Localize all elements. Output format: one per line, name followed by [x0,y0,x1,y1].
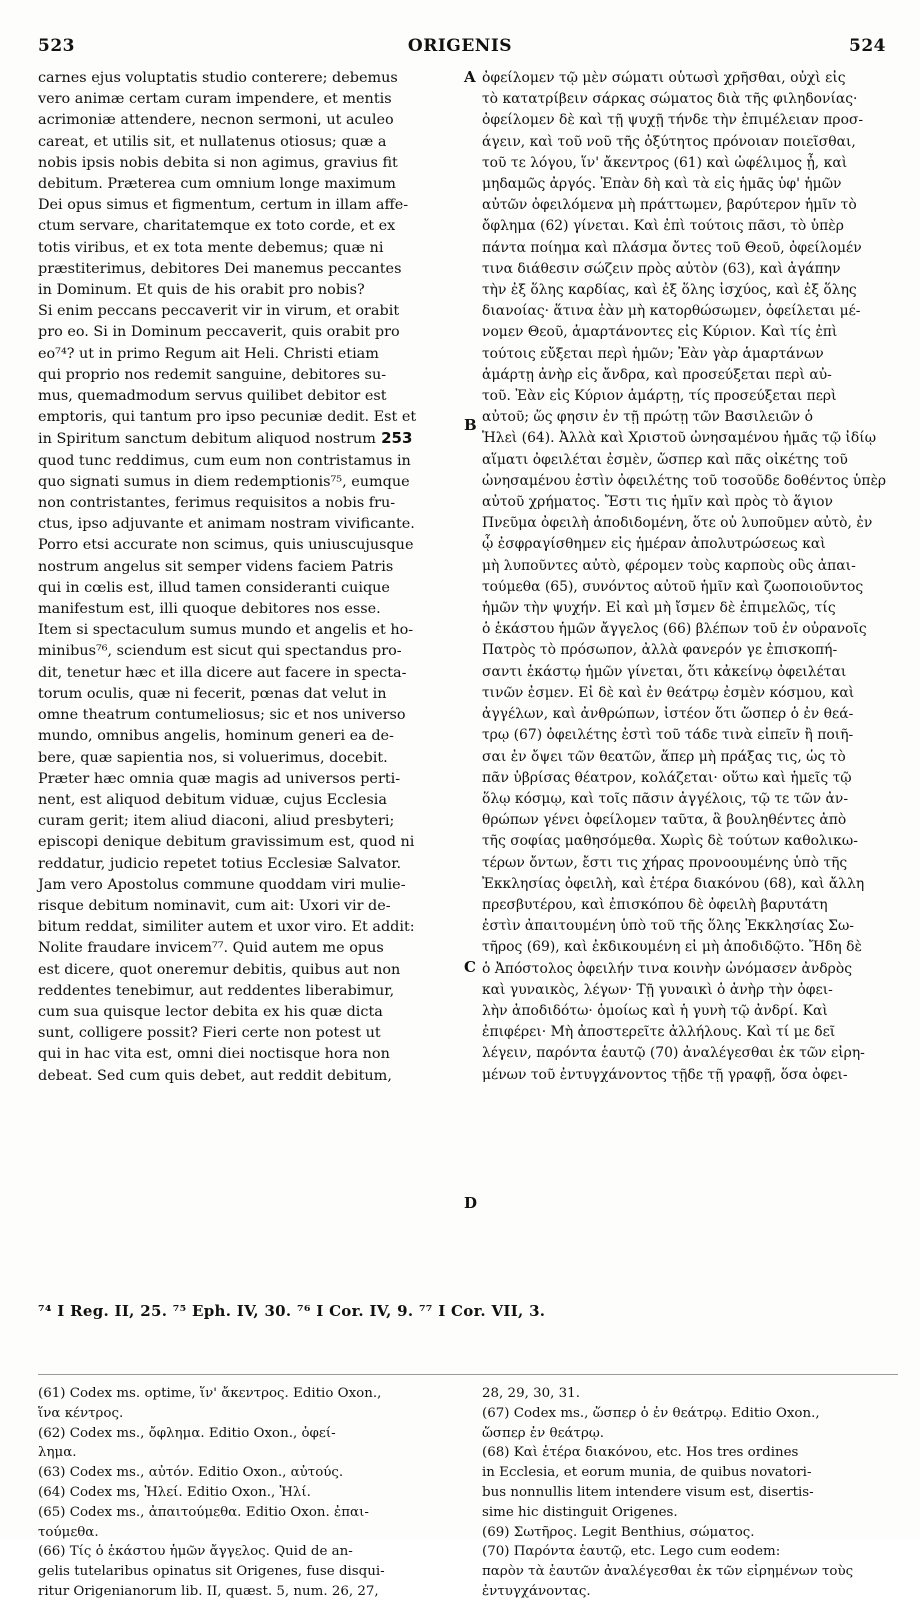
footnote-rule [38,1374,898,1375]
left-page-number: 523 [38,36,75,56]
latin-text-line: præstiterimus, debitores Dei manemus peccantes [38,260,402,277]
greek-text-line: τέρων ὄντων, ἔστι τις χήρας προνοουμένης ὑπὸ τῆς [482,854,848,871]
footnote-line: (65) Codex ms., ἀπαιτούμεθα. Editio Oxon. ἐπαι- [38,1504,369,1520]
greek-text-line: ἀγγέλων, καὶ ἀνθρώπων, ἰστέον ὅτι ὥσπερ ὁ ἐν θεά- [482,706,854,723]
latin-text-line: Si enim peccans peccaverit vir in virum, et orabit [38,303,400,320]
greek-text-line: λέγειν, παρόντα ἑαυτῷ (70) ἀναλέγεσθαι ἐκ τῶν εἰρη- [482,1045,865,1062]
latin-text-line: Præter hæc omnia quæ magis ad universos perti- [38,770,401,787]
latin-text-line: risque debitum nominavit, cum ait: Uxori vir de- [38,897,391,914]
latin-text-line: Jam vero Apostolus commune quoddam viri mulie- [38,876,406,893]
greek-text-line: λὴν ἀποδιδότω· ὁμοίως καὶ ἡ γυνὴ τῷ ἀνδρί. Καὶ [482,1002,828,1019]
latin-text-line: non contristantes, ferimus requisitos a nobis fru- [38,495,396,512]
footnotes-right [482,1384,896,1602]
greek-text-line: Πνεῦμα ὀφειλὴ ἀποδιδομένη, ὅτε οὐ λυποῦμεν αὐτὸ, ἐν [482,515,873,532]
latin-text-line: totis viribus, et ex tota mente debemus; quæ ni [38,239,384,256]
greek-text-line: σαι ἐν ὄψει τῶν θεατῶν, ἅπερ μὴ πράξας τις, ὡς τὸ [482,748,846,765]
running-title: ORIGENIS [407,36,513,56]
footnote-line: (62) Codex ms., ὄφλημα. Editio Oxon., ὀφεί- [38,1425,336,1441]
footnote-line: bus nonnullis litem intendere visum est, disertis- [482,1484,814,1500]
footnote-line: gelis tutelaribus opinatus sit Origenes, fuse disqui- [38,1564,385,1580]
latin-text-line: acrimoniæ attendere, necnon sermoni, ut aculeo [38,112,394,129]
latin-text-line: bitum reddat, similiter autem et uxor viro. Et addit: [38,919,415,936]
footnote-line: sime hic distinguit Origenes. [482,1504,678,1520]
latin-text-line: vero animæ certam curam impendere, et mentis [38,91,392,108]
greek-text-line: ἐστὶν ἀπαιτουμένη ὑπὸ τοῦ τῆς ὅλης Ἐκκλησίας Σω- [482,918,854,935]
footnotes-left [38,1384,468,1602]
greek-text-line: αὐτῶν ὀφειλόμενα μὴ πράττωμεν, βαρύτερον ἡμῖν τὸ [482,197,857,214]
footnote-line: ritur Origenianorum lib. II, quæst. 5, num. 26, 27, [38,1583,379,1599]
latin-text-line: bere, quæ sapientia nos, si voluerimus, docebit. [38,749,388,766]
greek-text-line: τινα διάθεσιν σώζειν πρὸς αὐτὸν (63), καὶ ἀγάπην [482,260,841,277]
latin-text-line: reddentes tenebimur, aut reddentes liberabimur, [38,982,395,999]
greek-text-line: ὠνησαμένου ἐστὶν ὀφειλέτης τοῦ τοσοῦδε δοθέντος ὑπὲρ [482,472,887,489]
greek-text-line: αἵματι ὀφειλέται ἐσμὲν, ὥσπερ καὶ πᾶς οἰκέτης τοῦ [482,451,848,468]
latin-text-line: nostrum angelus sit semper videns faciem Patris [38,558,394,575]
footnote-line: (68) Καὶ ἑτέρα διακόνου, etc. Hos tres ordines [482,1445,799,1461]
greek-text-line: τρῳ (67) ὀφειλέτης ἐστὶ τοῦ τάδε τινὰ εἰπεῖν ἢ ποιῆ- [482,727,854,744]
latin-text-line: pro eo. Si in Dominum peccaverit, quis orabit pro [38,324,400,341]
latin-text-line: Item si spectaculum sumus mundo et angelis et ho- [38,622,414,639]
greek-text-line: διανοίας· ἅτινα ἐὰν μὴ κατορθώσωμεν, ὀφείλεται μέ- [482,303,861,320]
greek-text-line: τούμεθα (65), συνόντος αὐτοῦ ἡμῖν καὶ ζωοποιοῦντος [482,578,864,595]
greek-text-line: ὄφλημα (62) γίνεται. Καὶ ἐπὶ τούτοις πᾶσι, τὸ ὑπὲρ [482,218,844,235]
greek-text-line: πρεσβυτέρου, καὶ ἐπισκόπου δὲ ὀφειλὴ βαρυτάτη [482,896,828,913]
latin-text-line: in Dominum. Et quis de his orabit pro nobis? [38,282,365,299]
latin-text-line: sunt, colligere possit? Fieri certe non potest ut [38,1025,381,1042]
greek-text-line: ἁμάρτῃ ἀνὴρ εἰς ἄνδρα, καὶ προσεύξεται περὶ αὐ- [482,366,832,383]
footnote-line: τούμεθα. [38,1524,99,1540]
greek-text-line: ἐπιφέρει· Μὴ ἀποστερεῖτε ἀλλήλους. Καὶ τί με δεῖ [482,1024,836,1041]
greek-text-line: τινῶν ἐσμεν. Εἰ δὲ καὶ ἐν θεάτρῳ ἐσμὲν κόσμου, καὶ [482,684,855,701]
footnote-line: ἐντυγχάνοντας. [482,1583,591,1599]
latin-text-line: eo⁷⁴? ut in primo Regum ait Heli. Christi etiam [38,345,379,362]
greek-text-line: σαντι ἑκάστῳ ἡμῶν γίνεται, ὅτι κἀκείνῳ ὀφειλέται [482,663,847,680]
footnote-line: (66) Τίς ὁ ἑκάστου ἡμῶν ἄγγελος. Quid de an- [38,1544,353,1560]
footnote-line: παρὸν τὰ ἑαυτῶν ἀναλέγεσθαι ἐκ τῶν εἰρημένων τοὺς [482,1564,854,1580]
section-marker-d: D [464,1194,478,1212]
greek-text-line: μένων τοῦ ἐντυγχάνοντος τῇδε τῇ γραφῇ, ὅσα ὀφει- [482,1066,848,1083]
greek-text-line: ᾧ ἐσφραγίσθημεν εἰς ἡμέραν ἀπολυτρώσεως καὶ [482,536,826,553]
greek-text-line: ὀφείλομεν δὲ καὶ τῇ ψυχῇ τήνδε τὴν ἐπιμέλειαν προσ- [482,112,864,129]
greek-text-line: πᾶν ὑβρίσας θέατρον, κολάζεται· οὕτω καὶ ἡμεῖς τῷ [482,769,852,786]
latin-text-line: nobis ipsis nobis debita si non agimus, gravius fit [38,154,398,171]
greek-text-line: μηδαμῶς ἀργός. Ἐπὰν δὴ καὶ τὰ εἰς ἡμᾶς ὑφ' ἡμῶν [482,176,842,193]
footnote-line: ὥσπερ ἐν θεάτρῳ. [482,1425,605,1441]
footnote-line: in Ecclesia, et eorum munia, de quibus novatori- [482,1465,812,1481]
latin-text-line: ctus, ipso adjuvante et animam nostram vivificante. [38,516,415,533]
greek-text-line: τὴν ἐξ ὅλης καρδίας, καὶ ἐξ ὅλης ἰσχύος, καὶ ἐξ ὅλης [482,282,857,299]
section-marker-c: C [464,958,476,976]
latin-text-line: curam gerit; item aliud diaconi, aliud presbyteri; [38,813,395,830]
latin-text-line: qui in hac vita est, omni diei noctisque hora non [38,1046,390,1063]
footnote-line: λημα. [38,1445,77,1461]
greek-text-line: ὅλῳ κόσμῳ, καὶ τοῖς πᾶσιν ἀγγέλοις, τῷ τε τῶν ἀν- [482,790,849,807]
latin-text-line: reddatur, judicio repetet totius Ecclesiæ Salvator. [38,855,402,872]
greek-text-line: ὀφείλομεν τῷ μὲν σώματι οὑτωσὶ χρῆσθαι, οὐχὶ εἰς [482,70,846,86]
latin-text-line: mundo, omnibus angelis, hominum generi ea de- [38,728,394,745]
right-page-number: 524 [849,36,886,56]
latin-text-line: qui in cœlis est, illud tamen consideranti cuique [38,579,390,596]
latin-text-line: Nolite fraudare invicem⁷⁷. Quid autem me opus [38,940,384,957]
greek-text-line: άγειν, καὶ τοῦ νοῦ τῆς ὀξύτητος πρόνοιαν ποιεῖσθαι, [482,133,856,150]
greek-text-line: πάντα ποίημα καὶ πλάσμα ὄντες τοῦ Θεοῦ, ὀφείλομέν [482,239,862,256]
footnote-line: (67) Codex ms., ὥσπερ ὁ ἐν θεάτρῳ. Editio Oxon., [482,1405,820,1421]
greek-text-line: ὁ ἑκάστου ἡμῶν ἄγγελος (66) βλέπων τοῦ ἐν οὐρανοῖς [482,621,867,638]
greek-text-line: θρώπων γένει ὀφείλομεν ταῦτα, ἃ βουληθέντες ἀπὸ [482,812,847,829]
greek-text-line: ἡμῶν τὴν ψυχήν. Εἰ καὶ μὴ ἴσμεν δὲ ἐπιμελῶς, τίς [482,600,836,617]
latin-text-line: debeat. Sed cum quis debet, aut reddit debitum, [38,1067,392,1084]
footnote-line: (61) Codex ms. optime, ἵν' ἄκεντρος. Editio Oxon., [38,1386,382,1401]
latin-text-line: mus, quemadmodum servus quilibet debitor est [38,388,387,405]
latin-text-line: ctum servare, charitatemque ex toto corde, et ex [38,218,396,235]
latin-text-line: careat, et utilis sit, et nullatenus otiosus; quæ a [38,133,387,150]
latin-text-line: torum oculis, quæ ni fecerit, pœnas dat velut in [38,685,387,702]
greek-text-line: Ἐκκλησίας ὀφειλὴ, καὶ ἑτέρα διακόνου (68), καὶ ἄλλη [482,875,865,892]
section-marker-b: B [464,416,477,434]
footnote-line: (63) Codex ms., αὐτόν. Editio Oxon., αὐτούς. [38,1465,344,1481]
greek-text-line: τῆς σοφίας μαθησόμεθα. Χωρὶς δὲ τούτων καθολικω- [482,833,858,850]
greek-column [482,68,896,1086]
latin-text-line: dit, tenetur hæc et illa dicere aut facere in specta- [38,664,407,681]
latin-text-line: emptoris, qui tantum pro ipso pecuniæ dedit. Est et [38,409,417,426]
greek-text-line: τοῦ τε λόγου, ἵν' ἄκεντρος (61) καὶ ὠφέλιμος ᾖ, καὶ [482,154,848,171]
greek-text-line: ὁ Ἀπόστολος ὀφειλήν τινα κοινὴν ὠνόμασεν ἀνδρὸς [482,960,852,977]
latin-text-line: cum sua quisque lector debita ex his quæ dicta [38,1003,383,1020]
latin-text-line: est dicere, quot oneremur debitis, quibus aut non [38,961,401,978]
greek-text-line: νομεν Θεοῦ, ἁμαρτάνοντες εἰς Κύριον. Καὶ τίς ἐπὶ [482,324,838,341]
column-number: 253 [375,429,413,448]
footnote-line: (69) Σωτῆρος. Legit Benthius, σώματος. [482,1524,755,1540]
latin-text-line: debitum. Præterea cum omnium longe maximum [38,176,396,193]
latin-text-line: quo signati sumus in diem redemptionis⁷⁵, eumque [38,473,410,490]
section-marker-a: A [464,68,476,86]
greek-text-line: καὶ γυναικὸς, λέγων· Τῇ γυναικὶ ὁ ἀνὴρ τὴν ὀφει- [482,981,833,998]
greek-text-line: τῆρος (69), καὶ ἐκδικουμένη εἰ μὴ ἀποδιδῷτο. Ἤδη δὲ [482,939,862,956]
latin-text-line: Dei opus simus et figmentum, certum in illam affe- [38,197,409,214]
latin-text-line: omne theatrum contumeliosus; sic et nos universo [38,707,406,724]
latin-text-line: Porro etsi accurate non scimus, quis uniuscujusque [38,537,414,554]
greek-text-line: μὴ λυποῦντες αὐτὸ, φέρομεν τοὺς καρποὺς οὓς ἀπαι- [482,557,856,574]
greek-text-line: τὸ κατατρίβειν σάρκας σώματος διὰ τῆς φιληδονίας· [482,91,858,108]
footnote-line: (70) Παρόντα ἑαυτῷ, etc. Lego cum eodem: [482,1544,781,1560]
latin-text-line: minibus⁷⁶, sciendum est sicut qui spectandus pro- [38,643,402,660]
greek-text-line: τοῦ. Ἐὰν εἰς Κύριον ἁμάρτῃ, τίς προσεύξεται περὶ [482,388,837,405]
latin-text-line: manifestum est, illi quoque debitores nos esse. [38,601,381,618]
latin-text-line: qui proprio nos redemit sanguine, debitores su- [38,366,387,383]
latin-text-line: in Spiritum sanctum debitum aliquod nostrum 253 [38,429,413,448]
greek-text-line: Ἡλεὶ (64). Ἀλλὰ καὶ Χριστοῦ ὠνησαμένου ἡμᾶς τῷ ἰδίῳ [482,430,877,447]
footnote-line: 28, 29, 30, 31. [482,1386,580,1401]
latin-text-line: quod tunc reddimus, cum eum non contristamus in [38,452,411,469]
greek-text-line: Πατρὸς τὸ πρόσωπον, ἀλλὰ φανερόν γε ἐπισκοπή- [482,642,838,659]
latin-text-line: nent, est aliquod debitum viduæ, cujus Ecclesia [38,791,387,808]
greek-text-line: αὐτοῦ χρήματος. Ἔστι τις ἡμῖν καὶ πρὸς τὸ ἅγιον [482,494,833,511]
scripture-references: ⁷⁴ I Reg. II, 25. ⁷⁵ Eph. IV, 30. ⁷⁶ I Cor. IV, 9. ⁷⁷ I Cor. VII, 3. [38,1302,546,1320]
footnote-line: (64) Codex ms, Ἡλεί. Editio Oxon., Ἠλί. [38,1484,311,1500]
greek-text-line: τούτοις εὔξεται περὶ ἡμῶν; Ἐὰν γὰρ ἁμαρτάνων [482,345,824,362]
latin-column [38,68,464,1087]
greek-text-line: αὐτοῦ; ὥς φησιν ἐν τῇ πρώτῃ τῶν Βασιλειῶν ὁ [482,409,813,426]
latin-text-line: episcopi denique debitum gravissimum est, quod ni [38,834,415,851]
footnote-line: ἵνα κέντρος. [38,1405,124,1421]
latin-text-line: carnes ejus voluptatis studio conterere; debemus [38,70,398,86]
